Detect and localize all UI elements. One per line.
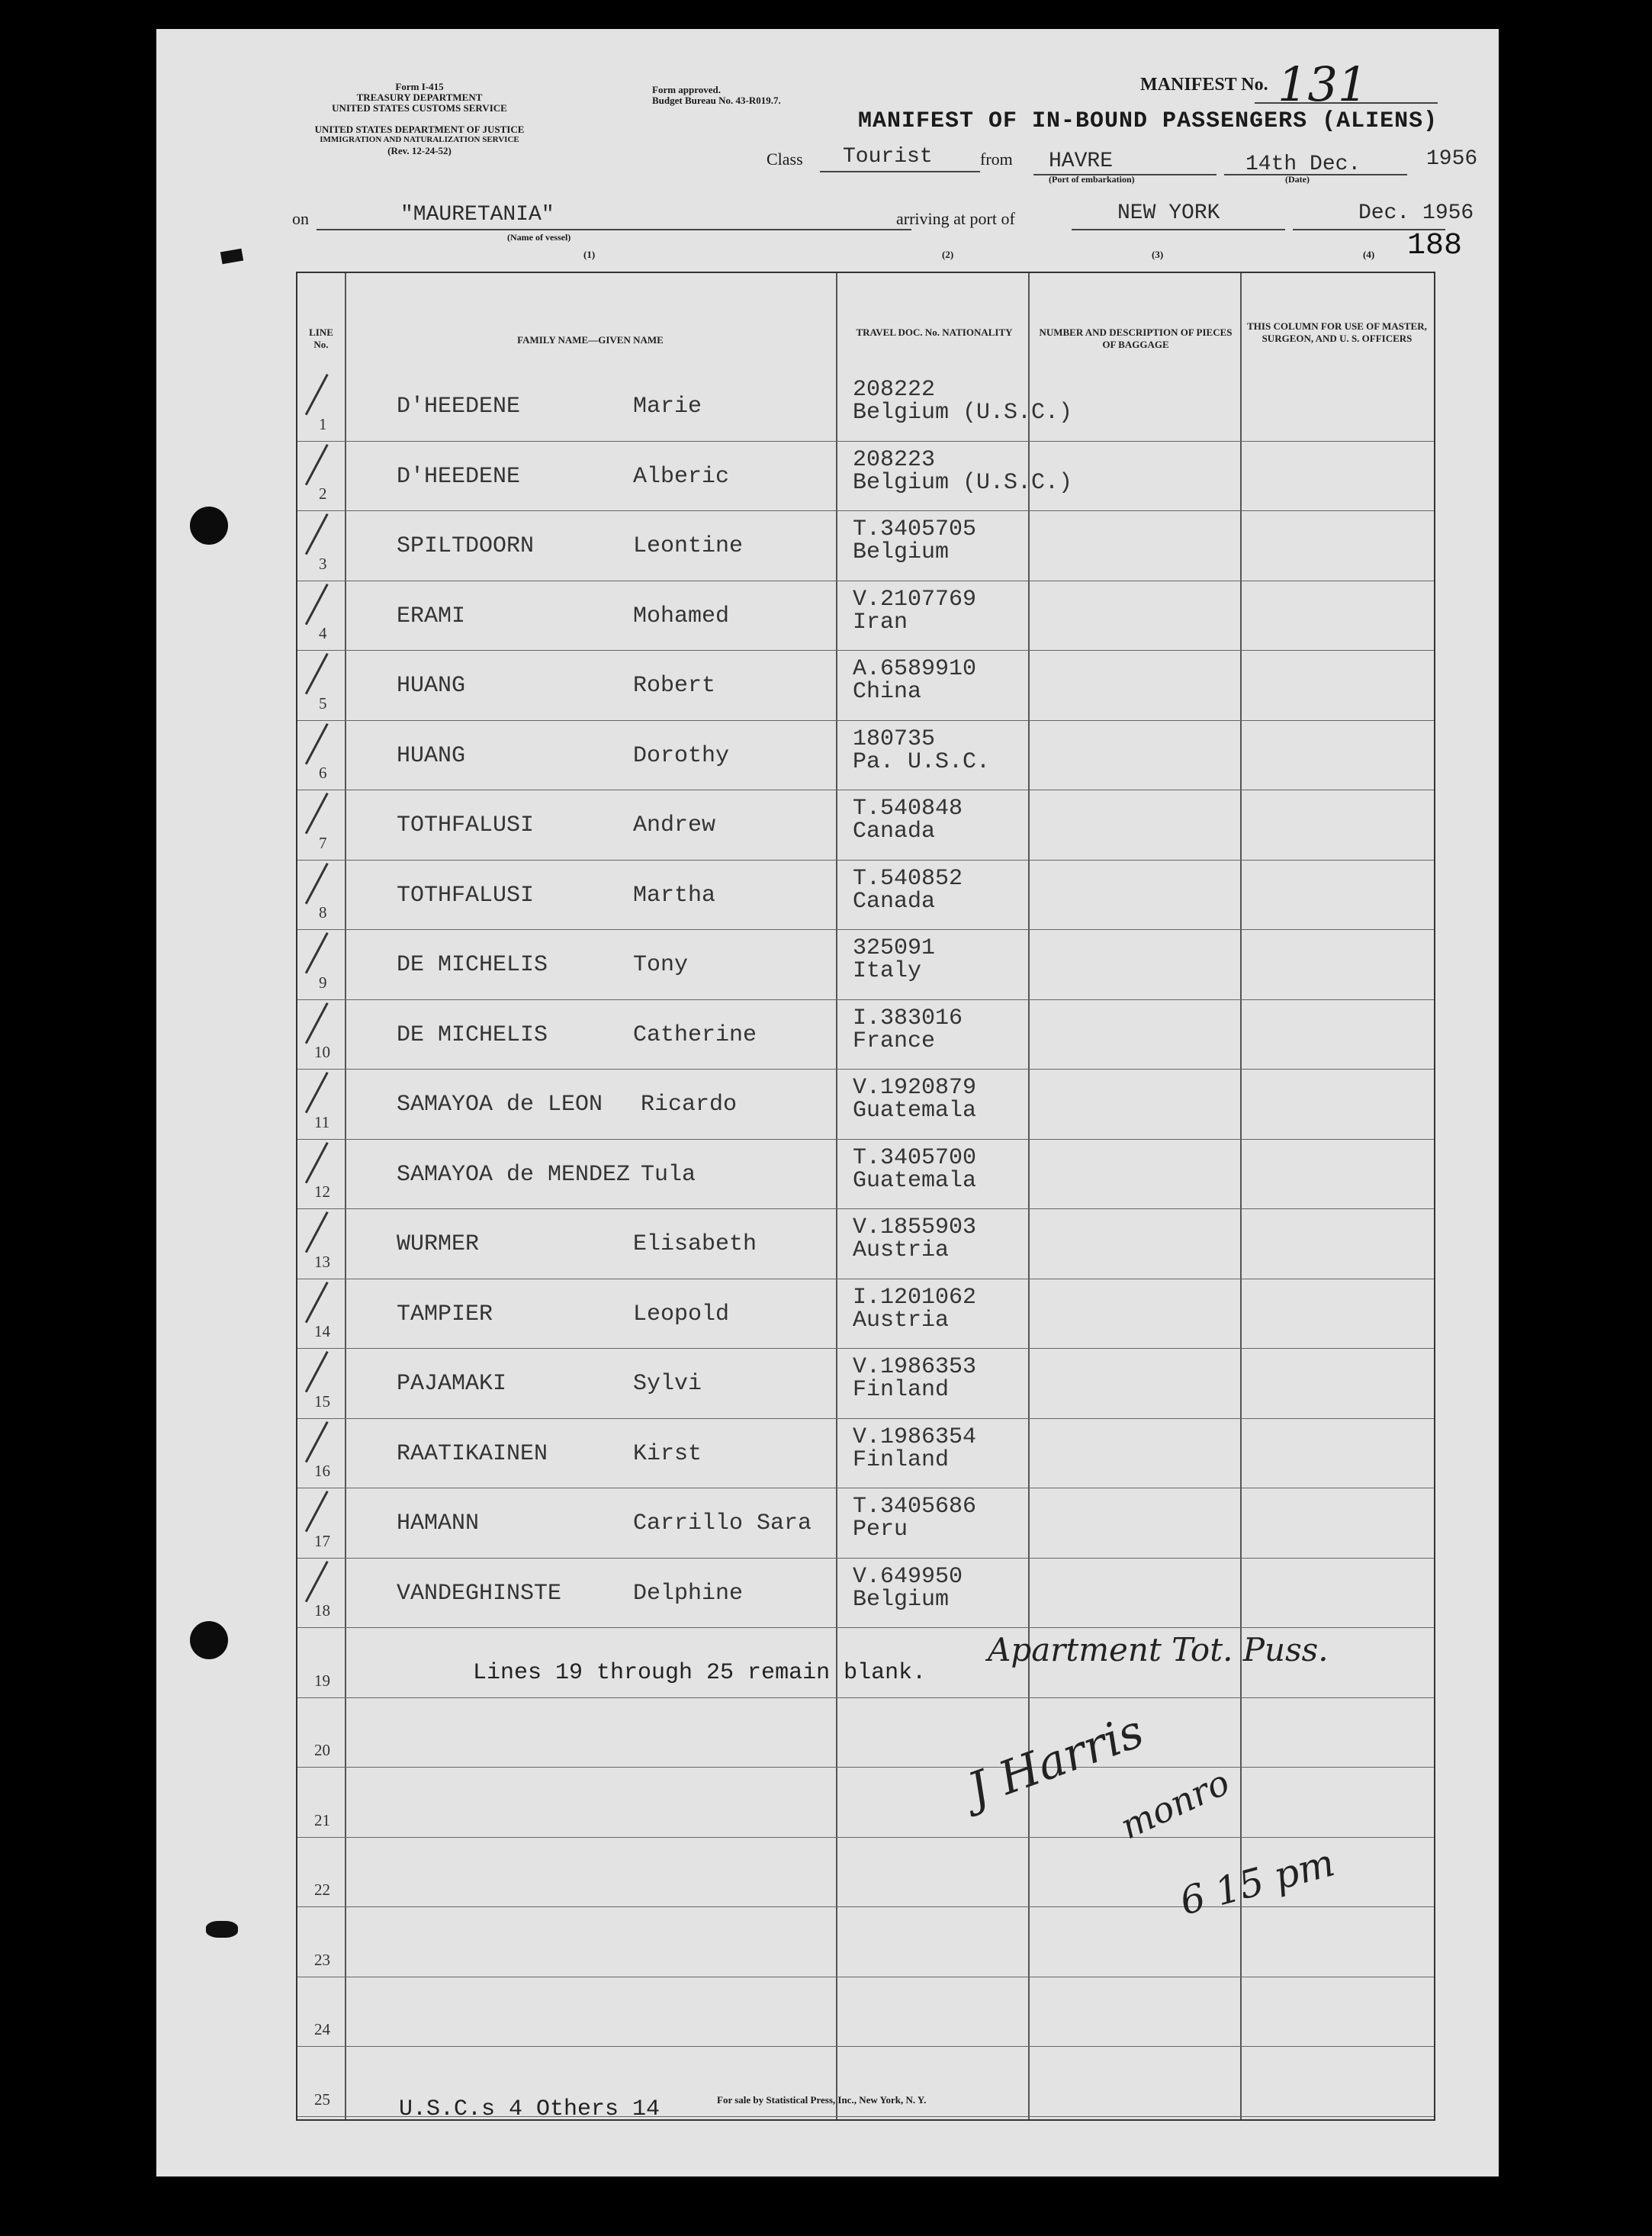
given-name: Dorothy <box>633 742 730 769</box>
caption-2: (2) <box>942 249 954 260</box>
line-number: 15 <box>314 1391 330 1411</box>
row-divider <box>297 1348 1434 1349</box>
row-divider <box>297 1837 1434 1838</box>
col-header-line: LINE No. <box>309 327 333 350</box>
nationality: Finland <box>853 1446 950 1473</box>
col-header-name: FAMILY NAME—GIVEN NAME <box>517 334 664 346</box>
form-approved: Form approved. <box>652 84 722 95</box>
col-divider-4 <box>1240 273 1242 2119</box>
given-name: Marie <box>633 394 702 420</box>
family-name: SAMAYOA de LEON <box>397 1092 603 1118</box>
family-name: HAMANN <box>397 1511 480 1536</box>
dept-justice: UNITED STATES DEPARTMENT OF JUSTICE <box>314 124 525 135</box>
line-number: 3 <box>319 554 327 573</box>
family-name: WURMER <box>397 1231 480 1257</box>
from-value: HAVRE <box>1049 150 1114 173</box>
family-name: HUANG <box>397 742 466 769</box>
col-header-baggage: NUMBER AND DESCRIPTION OF PIECES OF BAGGAGE <box>1039 327 1233 350</box>
nationality: Belgium (U.S.C.) <box>853 400 1073 426</box>
form-number: Form I-415 <box>395 81 444 92</box>
form-revision: (Rev. 12-24-52) <box>387 145 452 156</box>
given-name: Alberic <box>633 463 730 490</box>
signature-time: 6 15 pm <box>1175 1840 1339 1924</box>
given-name: Catherine <box>633 1021 757 1048</box>
check-mark <box>305 444 329 485</box>
given-name: Robert <box>633 673 716 699</box>
given-name: Leontine <box>633 533 744 559</box>
line-number: 16 <box>314 1462 330 1480</box>
travel-doc-number: T.3405686 <box>853 1494 977 1520</box>
given-name: Kirst <box>633 1440 702 1467</box>
given-name: Leopold <box>633 1301 730 1327</box>
check-mark <box>305 723 329 764</box>
given-name: Tony <box>633 952 689 978</box>
line-number: 14 <box>314 1322 330 1340</box>
row-divider <box>297 1697 1434 1698</box>
check-mark <box>305 1421 329 1462</box>
check-mark <box>305 1561 329 1602</box>
given-name: Ricardo <box>641 1092 738 1118</box>
check-mark <box>305 1351 329 1392</box>
from-label: from <box>980 150 1013 169</box>
arrival-port-line <box>1072 229 1285 230</box>
officer-signature-2: monro <box>1114 1761 1236 1848</box>
nationality: France <box>853 1028 936 1054</box>
binder-hole-bottom <box>190 1621 228 1659</box>
line-number: 7 <box>319 833 327 852</box>
row-divider <box>297 1139 1434 1140</box>
given-name: Sylvi <box>633 1371 702 1397</box>
travel-doc-number: A.6589910 <box>853 656 977 682</box>
col-header-travel-doc: TRAVEL DOC. No. NATIONALITY <box>856 327 1013 338</box>
family-name: RAATIKAINEN <box>397 1440 548 1467</box>
travel-doc-number: T.3405705 <box>853 516 977 542</box>
check-mark <box>305 1211 329 1253</box>
line-number: 11 <box>314 1112 330 1131</box>
line-number: 10 <box>314 1043 330 1061</box>
date-line <box>1224 174 1407 175</box>
given-name: Mohamed <box>633 603 730 629</box>
family-name: DE MICHELIS <box>397 1021 548 1048</box>
printer-credit: For sale by Statistical Press, Inc., New York, N. Y. <box>717 2094 927 2106</box>
travel-doc-number: 208222 <box>853 377 936 403</box>
family-name: D'HEEDENE <box>397 463 521 490</box>
row-divider <box>297 1208 1434 1209</box>
date-caption: (Date) <box>1285 174 1310 185</box>
family-name: TOTHFALUSI <box>397 882 535 909</box>
check-mark <box>305 932 329 973</box>
line-number: 21 <box>314 1810 330 1829</box>
check-mark <box>305 513 329 555</box>
line-number: 20 <box>314 1741 330 1759</box>
travel-doc-number: T.540852 <box>853 865 963 892</box>
check-mark <box>305 1002 329 1044</box>
manifest-number: 131 <box>1278 56 1368 112</box>
line-number: 18 <box>314 1601 330 1620</box>
manifest-title: MANIFEST OF IN-BOUND PASSENGERS (ALIENS) <box>858 108 1438 134</box>
family-name: SPILTDOORN <box>397 533 535 559</box>
nationality: Austria <box>853 1307 950 1334</box>
caption-3: (3) <box>1152 249 1164 260</box>
check-mark <box>305 584 329 625</box>
travel-doc-number: V.1986354 <box>853 1424 977 1450</box>
line-number: 5 <box>319 693 327 713</box>
travel-doc-number: V.2107769 <box>853 586 977 613</box>
nationality: Canada <box>853 888 936 915</box>
col-header-officers: THIS COLUMN FOR USE OF MASTER, SURGEON, AND U. S. OFFICERS <box>1247 320 1427 344</box>
line-number: 12 <box>314 1182 330 1201</box>
check-mark <box>305 1282 329 1323</box>
row-divider <box>297 1069 1434 1070</box>
budget-bureau: Budget Bureau No. 43-R019.7. <box>652 95 781 106</box>
ins-service: IMMIGRATION AND NATURALIZATION SERVICE <box>320 135 519 144</box>
given-name: Andrew <box>633 812 716 838</box>
row-divider <box>297 510 1434 511</box>
line-number: 23 <box>314 1950 330 1969</box>
on-label: on <box>292 209 309 228</box>
row-divider <box>297 999 1434 1000</box>
line-number: 4 <box>319 624 327 642</box>
given-name: Delphine <box>633 1580 744 1607</box>
nationality: Austria <box>853 1237 950 1263</box>
nationality: Iran <box>853 609 908 635</box>
row-divider <box>297 1418 1434 1419</box>
given-name: Elisabeth <box>633 1231 757 1257</box>
travel-doc-number: I.383016 <box>853 1005 963 1031</box>
check-mark <box>305 863 329 904</box>
nationality: Canada <box>853 819 936 845</box>
check-mark <box>305 1142 329 1183</box>
vessel-name: "MAURETANIA" <box>400 203 554 227</box>
manifest-no-label: MANIFEST No. <box>1140 75 1268 95</box>
line-number: 8 <box>319 903 327 922</box>
date-value: 14th Dec. <box>1245 153 1361 176</box>
nationality: Belgium (U.S.C.) <box>853 469 1073 496</box>
check-mark <box>305 1491 329 1532</box>
col-divider-1 <box>345 273 346 2119</box>
row-divider <box>297 929 1434 930</box>
row-divider <box>297 650 1434 651</box>
nationality: Belgium <box>853 1586 950 1613</box>
line-number: 25 <box>314 2090 330 2109</box>
travel-doc-number: V.1855903 <box>853 1215 977 1240</box>
travel-doc-number: T.540848 <box>853 796 963 822</box>
travel-doc-number: V.649950 <box>853 1563 963 1590</box>
class-label: Class <box>767 150 803 169</box>
family-name: SAMAYOA de MENDEZ <box>397 1161 631 1188</box>
year-value: 1956 <box>1426 147 1478 171</box>
line-number: 13 <box>314 1252 330 1271</box>
given-name: Tula <box>641 1161 696 1188</box>
row-divider <box>297 441 1434 442</box>
check-mark <box>305 374 329 415</box>
travel-doc-number: 180735 <box>853 725 936 752</box>
row-divider <box>297 1767 1434 1768</box>
family-name: HUANG <box>397 673 466 699</box>
class-value: Tourist <box>843 145 933 169</box>
travel-doc-number: 208223 <box>853 446 936 473</box>
family-name: DE MICHELIS <box>397 952 548 978</box>
line-number: 2 <box>319 484 327 503</box>
line-number: 17 <box>314 1531 330 1550</box>
arriving-label: arriving at port of <box>896 209 1015 228</box>
check-mark <box>305 793 329 834</box>
row-divider <box>297 1558 1434 1559</box>
treasury-dept: TREASURY DEPARTMENT <box>356 92 483 103</box>
col-divider-2 <box>836 273 837 2119</box>
ink-smudge-2 <box>206 1921 238 1938</box>
line-number: 22 <box>314 1880 330 1899</box>
row-divider <box>297 1627 1434 1628</box>
row-divider <box>297 1906 1434 1907</box>
manifest-no-line <box>1255 102 1438 104</box>
family-name: VANDEGHINSTE <box>397 1580 562 1607</box>
nationality: Belgium <box>853 539 950 565</box>
line-number: 1 <box>319 414 327 433</box>
row-divider <box>297 2046 1434 2047</box>
class-line <box>820 171 980 172</box>
nationality: Guatemala <box>853 1098 977 1124</box>
family-name: PAJAMAKI <box>397 1371 507 1397</box>
row-divider <box>297 860 1434 861</box>
given-name: Martha <box>633 882 716 909</box>
vessel-caption: (Name of vessel) <box>507 232 571 243</box>
nationality: Italy <box>853 958 922 984</box>
travel-doc-number: T.3405700 <box>853 1144 977 1171</box>
nationality: Peru <box>853 1517 908 1543</box>
travel-doc-number: 325091 <box>853 935 936 961</box>
family-name: TOTHFALUSI <box>397 812 535 838</box>
binder-hole-top <box>190 507 228 545</box>
given-name: Carrillo Sara <box>633 1511 812 1536</box>
line-number: 24 <box>314 2020 330 2038</box>
nationality: Finland <box>853 1377 950 1403</box>
passenger-table <box>296 272 1435 2121</box>
page-number: 188 <box>1407 229 1463 263</box>
col-divider-3 <box>1028 273 1030 2119</box>
nationality: Pa. U.S.C. <box>853 748 991 775</box>
customs-service: UNITED STATES CUSTOMS SERVICE <box>332 102 507 114</box>
totals-footer: U.S.C.s 4 Others 14 <box>399 2096 660 2122</box>
line-number: 19 <box>314 1671 330 1690</box>
line-number: 9 <box>319 973 327 992</box>
travel-doc-number: I.1201062 <box>853 1284 977 1311</box>
check-mark <box>305 653 329 694</box>
from-line <box>1033 174 1217 175</box>
line-number: 6 <box>319 764 327 782</box>
family-name: D'HEEDENE <box>397 394 521 420</box>
caption-4: (4) <box>1363 249 1375 260</box>
travel-doc-number: V.1986353 <box>853 1354 977 1380</box>
nationality: Guatemala <box>853 1167 977 1194</box>
blank-lines-note: Lines 19 through 25 remain blank. <box>473 1660 927 1686</box>
nationality: China <box>853 679 922 705</box>
arrival-port: NEW YORK <box>1117 201 1220 225</box>
travel-doc-number: V.1920879 <box>853 1075 977 1101</box>
port-embarkation-caption: (Port of embarkation) <box>1049 174 1135 185</box>
caption-1: (1) <box>583 249 596 260</box>
manifest-page <box>156 29 1499 2176</box>
family-name: ERAMI <box>397 603 466 629</box>
officer-signature: J Harris <box>961 1704 1151 1817</box>
check-mark <box>305 1072 329 1113</box>
vessel-line <box>317 229 911 230</box>
row-divider <box>297 720 1434 721</box>
arrival-date: Dec. 1956 <box>1358 201 1474 225</box>
handwritten-note: Apartment Tot. Puss. <box>988 1631 1329 1668</box>
family-name: TAMPIER <box>397 1301 493 1327</box>
